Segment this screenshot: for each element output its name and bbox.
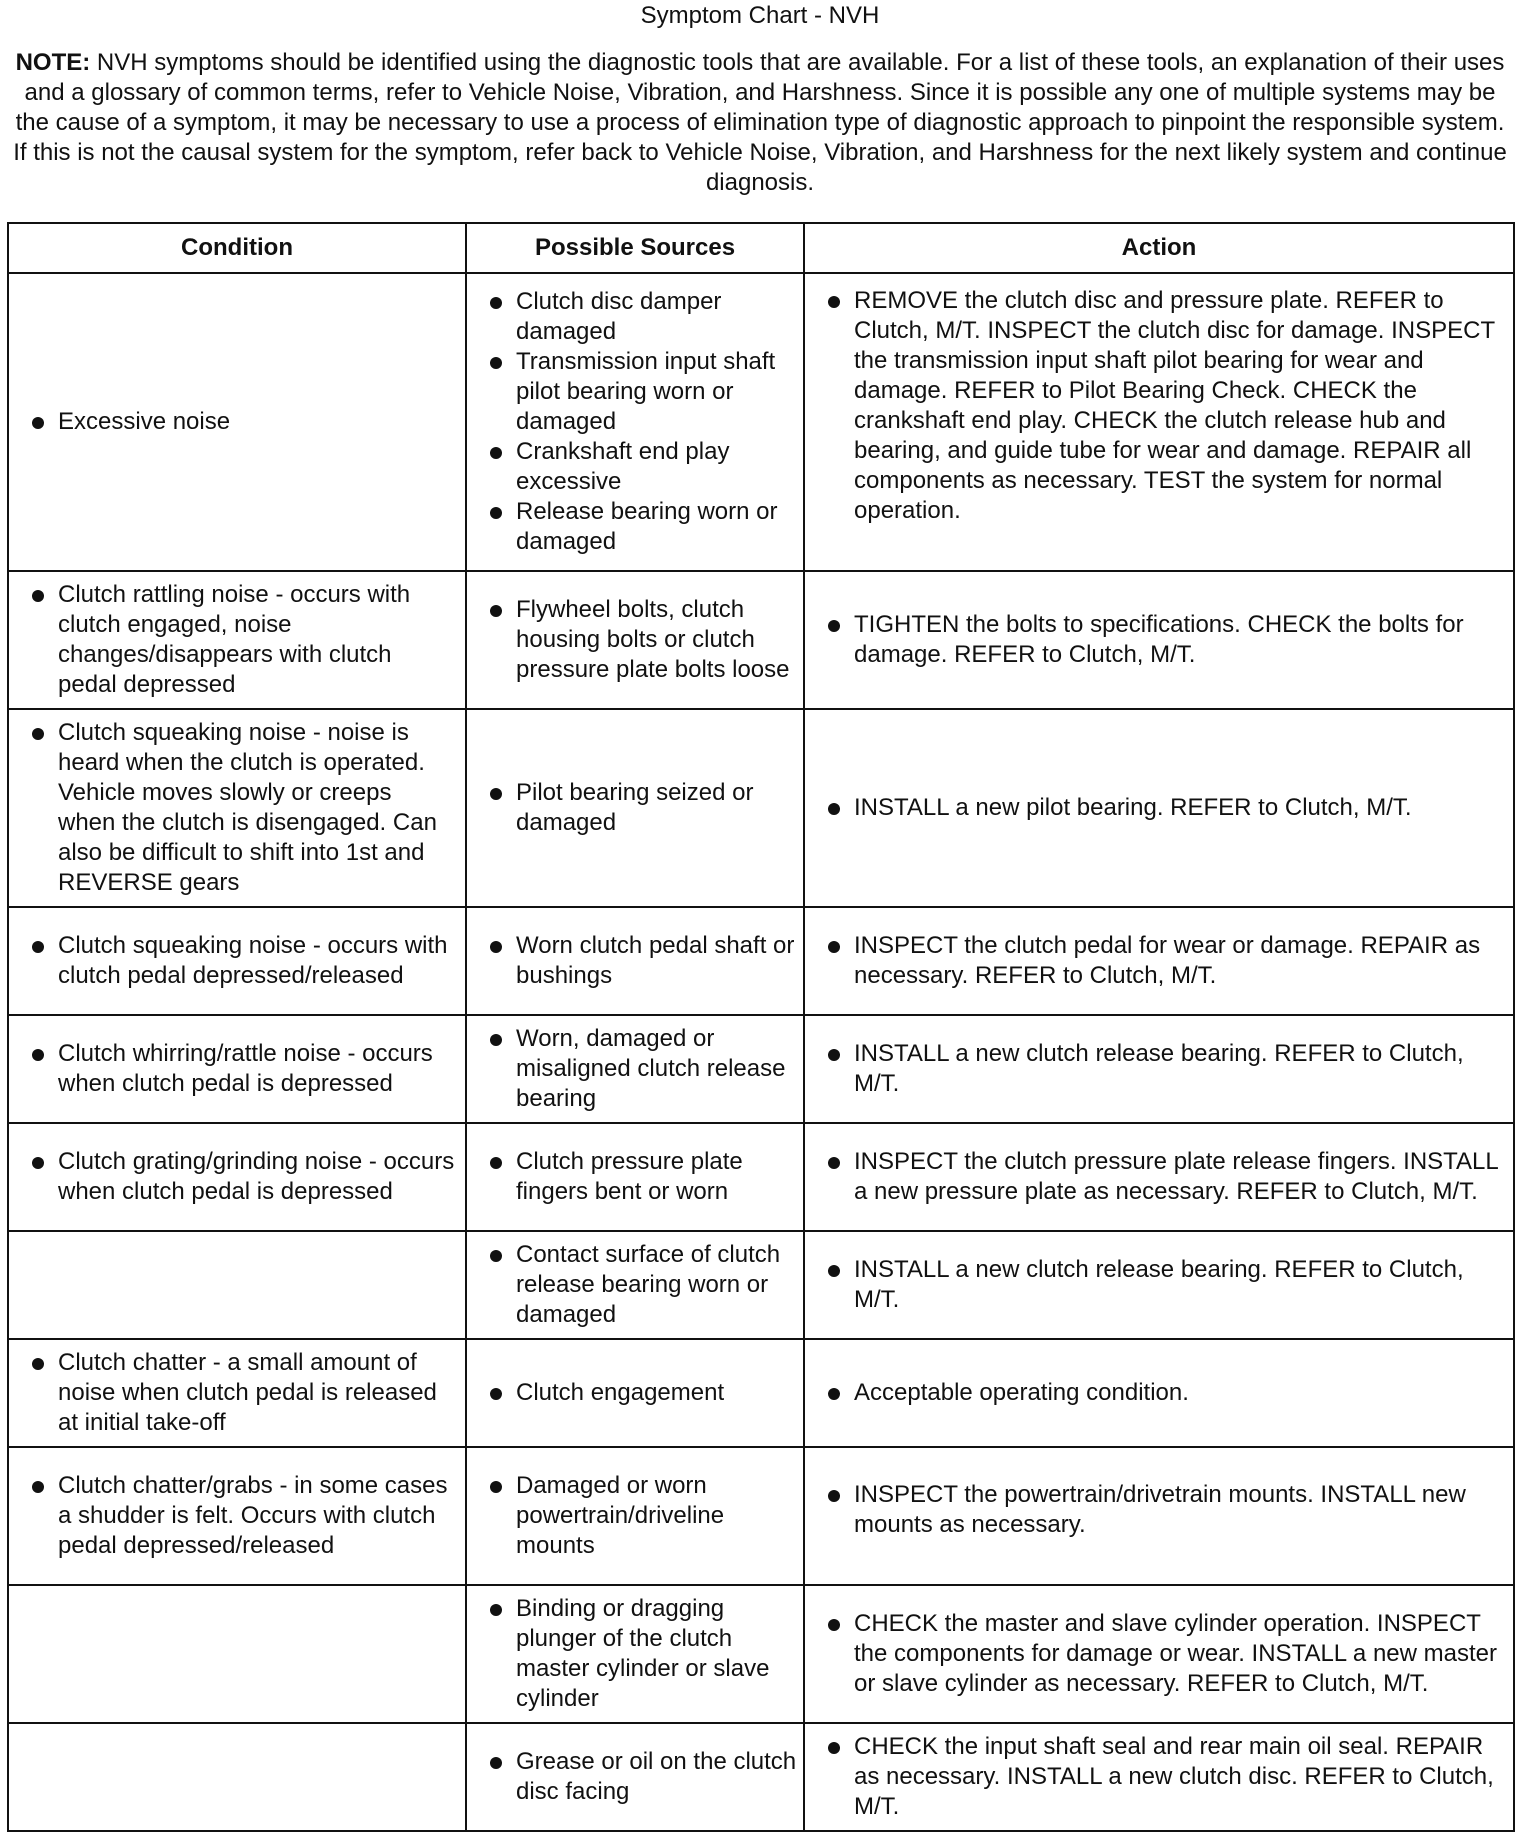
source-item: Worn, damaged or misaligned clutch release bearing — [467, 1024, 803, 1114]
symptom-chart-table — [7, 222, 1515, 1832]
condition-text: Clutch whirring/rattle noise - occurs when clutch pedal is depressed — [9, 1039, 465, 1099]
sources-cell — [466, 273, 804, 571]
condition-text: Excessive noise — [9, 407, 465, 437]
condition-cell — [8, 1585, 466, 1723]
condition-cell — [8, 1723, 466, 1831]
action-cell — [804, 1231, 1514, 1339]
sources-cell — [466, 1585, 804, 1723]
source-item: Pilot bearing seized or damaged — [467, 778, 803, 838]
condition-text: Clutch grating/grinding noise - occurs when clutch pedal is depressed — [9, 1147, 465, 1207]
action-text: CHECK the master and slave cylinder operation. INSPECT the components for damage or wear. INSTALL a new master or slave cylinder as necessary. REFER to Clutch, M/T. — [805, 1609, 1513, 1699]
source-item: Contact surface of clutch release bearing worn or damaged — [467, 1240, 803, 1330]
sources-cell — [466, 1723, 804, 1831]
action-cell — [804, 273, 1514, 571]
table-row — [8, 1123, 1514, 1231]
action-cell — [804, 1447, 1514, 1585]
action-text: INSTALL a new clutch release bearing. REFER to Clutch, M/T. — [805, 1039, 1513, 1099]
condition-cell — [8, 1339, 466, 1447]
action-text: REMOVE the clutch disc and pressure plate. REFER to Clutch, M/T. INSPECT the clutch disc for damage. INSPECT the transmission input shaft pilot bearing for wear and damage. REFER to Pilot Bearing Check. CHECK the crankshaft end play. CHECK the clutch release hub and bearing, and guide tube for wear and damage. REPAIR all components as necessary. TEST the system for normal operation. — [805, 286, 1513, 526]
condition-cell — [8, 907, 466, 1015]
action-text: INSTALL a new clutch release bearing. REFER to Clutch, M/T. — [805, 1255, 1513, 1315]
action-text: INSTALL a new pilot bearing. REFER to Clutch, M/T. — [805, 793, 1513, 823]
note-text: NVH symptoms should be identified using the diagnostic tools that are available. For a list of these tools, an explanation of their uses and a glossary of common terms, refer to Vehicle Noise, Vibration, and Harshness. Since it is possible any one of multiple systems may be the cause of a symptom, it may be necessary to use a process of elimination type of diagnostic approach to pinpoint the responsible system. If this is not the causal system for the symptom, refer back to Vehicle Noise, Vibration, and Harshness for the next likely system and continue diagnosis. — [13, 49, 1507, 196]
source-item: Damaged or worn powertrain/driveline mounts — [467, 1471, 803, 1561]
source-item: Binding or dragging plunger of the clutch master cylinder or slave cylinder — [467, 1594, 803, 1714]
table-row — [8, 1447, 1514, 1585]
source-item: Release bearing worn or damaged — [467, 497, 803, 557]
action-cell — [804, 1015, 1514, 1123]
action-text: INSPECT the clutch pressure plate release fingers. INSTALL a new pressure plate as necessary. REFER to Clutch, M/T. — [805, 1147, 1513, 1207]
column-header-action: Action — [804, 223, 1514, 273]
table-row — [8, 1231, 1514, 1339]
page-title: Symptom Chart - NVH — [640, 2, 880, 29]
note-label: NOTE: — [15, 49, 91, 76]
source-item: Transmission input shaft pilot bearing worn or damaged — [467, 347, 803, 437]
action-text: CHECK the input shaft seal and rear main oil seal. REPAIR as necessary. INSTALL a new clutch disc. REFER to Clutch, M/T. — [805, 1732, 1513, 1822]
sources-cell — [466, 1015, 804, 1123]
action-cell — [804, 709, 1514, 907]
table-row — [8, 709, 1514, 907]
sources-cell — [466, 709, 804, 907]
condition-cell — [8, 1231, 466, 1339]
condition-cell — [8, 709, 466, 907]
column-header-condition: Condition — [8, 223, 466, 273]
table-row — [8, 907, 1514, 1015]
column-header-possible-sources: Possible Sources — [466, 223, 804, 273]
table-row — [8, 571, 1514, 709]
condition-cell — [8, 1447, 466, 1585]
source-item: Crankshaft end play excessive — [467, 437, 803, 497]
condition-text: Clutch rattling noise - occurs with clutch engaged, noise changes/disappears with clutch pedal depressed — [9, 580, 465, 700]
condition-text: Clutch chatter/grabs - in some cases a shudder is felt. Occurs with clutch pedal depressed/released — [9, 1471, 465, 1561]
action-text: INSPECT the powertrain/drivetrain mounts. INSTALL new mounts as necessary. — [805, 1480, 1513, 1540]
source-item: Clutch engagement — [467, 1378, 803, 1408]
condition-text: Clutch squeaking noise - occurs with clutch pedal depressed/released — [9, 931, 465, 991]
table-header-row — [8, 223, 1514, 273]
condition-text: Clutch squeaking noise - noise is heard when the clutch is operated. Vehicle moves slowly or creeps when the clutch is disengaged. Can also be difficult to shift into 1st and REVERSE gears — [9, 718, 465, 898]
note-paragraph — [13, 48, 1507, 198]
condition-cell — [8, 273, 466, 571]
source-item: Clutch pressure plate fingers bent or worn — [467, 1147, 803, 1207]
table-row — [8, 1339, 1514, 1447]
source-item: Grease or oil on the clutch disc facing — [467, 1747, 803, 1807]
table-row — [8, 273, 1514, 571]
sources-cell — [466, 1447, 804, 1585]
table-row — [8, 1723, 1514, 1831]
sources-cell — [466, 571, 804, 709]
condition-text: Clutch chatter - a small amount of noise when clutch pedal is released at initial take-off — [9, 1348, 465, 1438]
sources-cell — [466, 1339, 804, 1447]
condition-cell — [8, 1015, 466, 1123]
table-row — [8, 1015, 1514, 1123]
source-item: Flywheel bolts, clutch housing bolts or clutch pressure plate bolts loose — [467, 595, 803, 685]
condition-cell — [8, 1123, 466, 1231]
sources-cell — [466, 1123, 804, 1231]
table-row — [8, 1585, 1514, 1723]
action-text: Acceptable operating condition. — [805, 1378, 1513, 1408]
sources-cell — [466, 907, 804, 1015]
action-cell — [804, 907, 1514, 1015]
action-text: TIGHTEN the bolts to specifications. CHECK the bolts for damage. REFER to Clutch, M/T. — [805, 610, 1513, 670]
source-item: Worn clutch pedal shaft or bushings — [467, 931, 803, 991]
action-cell — [804, 1723, 1514, 1831]
action-cell — [804, 571, 1514, 709]
action-cell — [804, 1123, 1514, 1231]
action-text: INSPECT the clutch pedal for wear or damage. REPAIR as necessary. REFER to Clutch, M/T. — [805, 931, 1513, 991]
action-cell — [804, 1339, 1514, 1447]
condition-cell — [8, 571, 466, 709]
source-item: Clutch disc damper damaged — [467, 287, 803, 347]
action-cell — [804, 1585, 1514, 1723]
sources-cell — [466, 1231, 804, 1339]
